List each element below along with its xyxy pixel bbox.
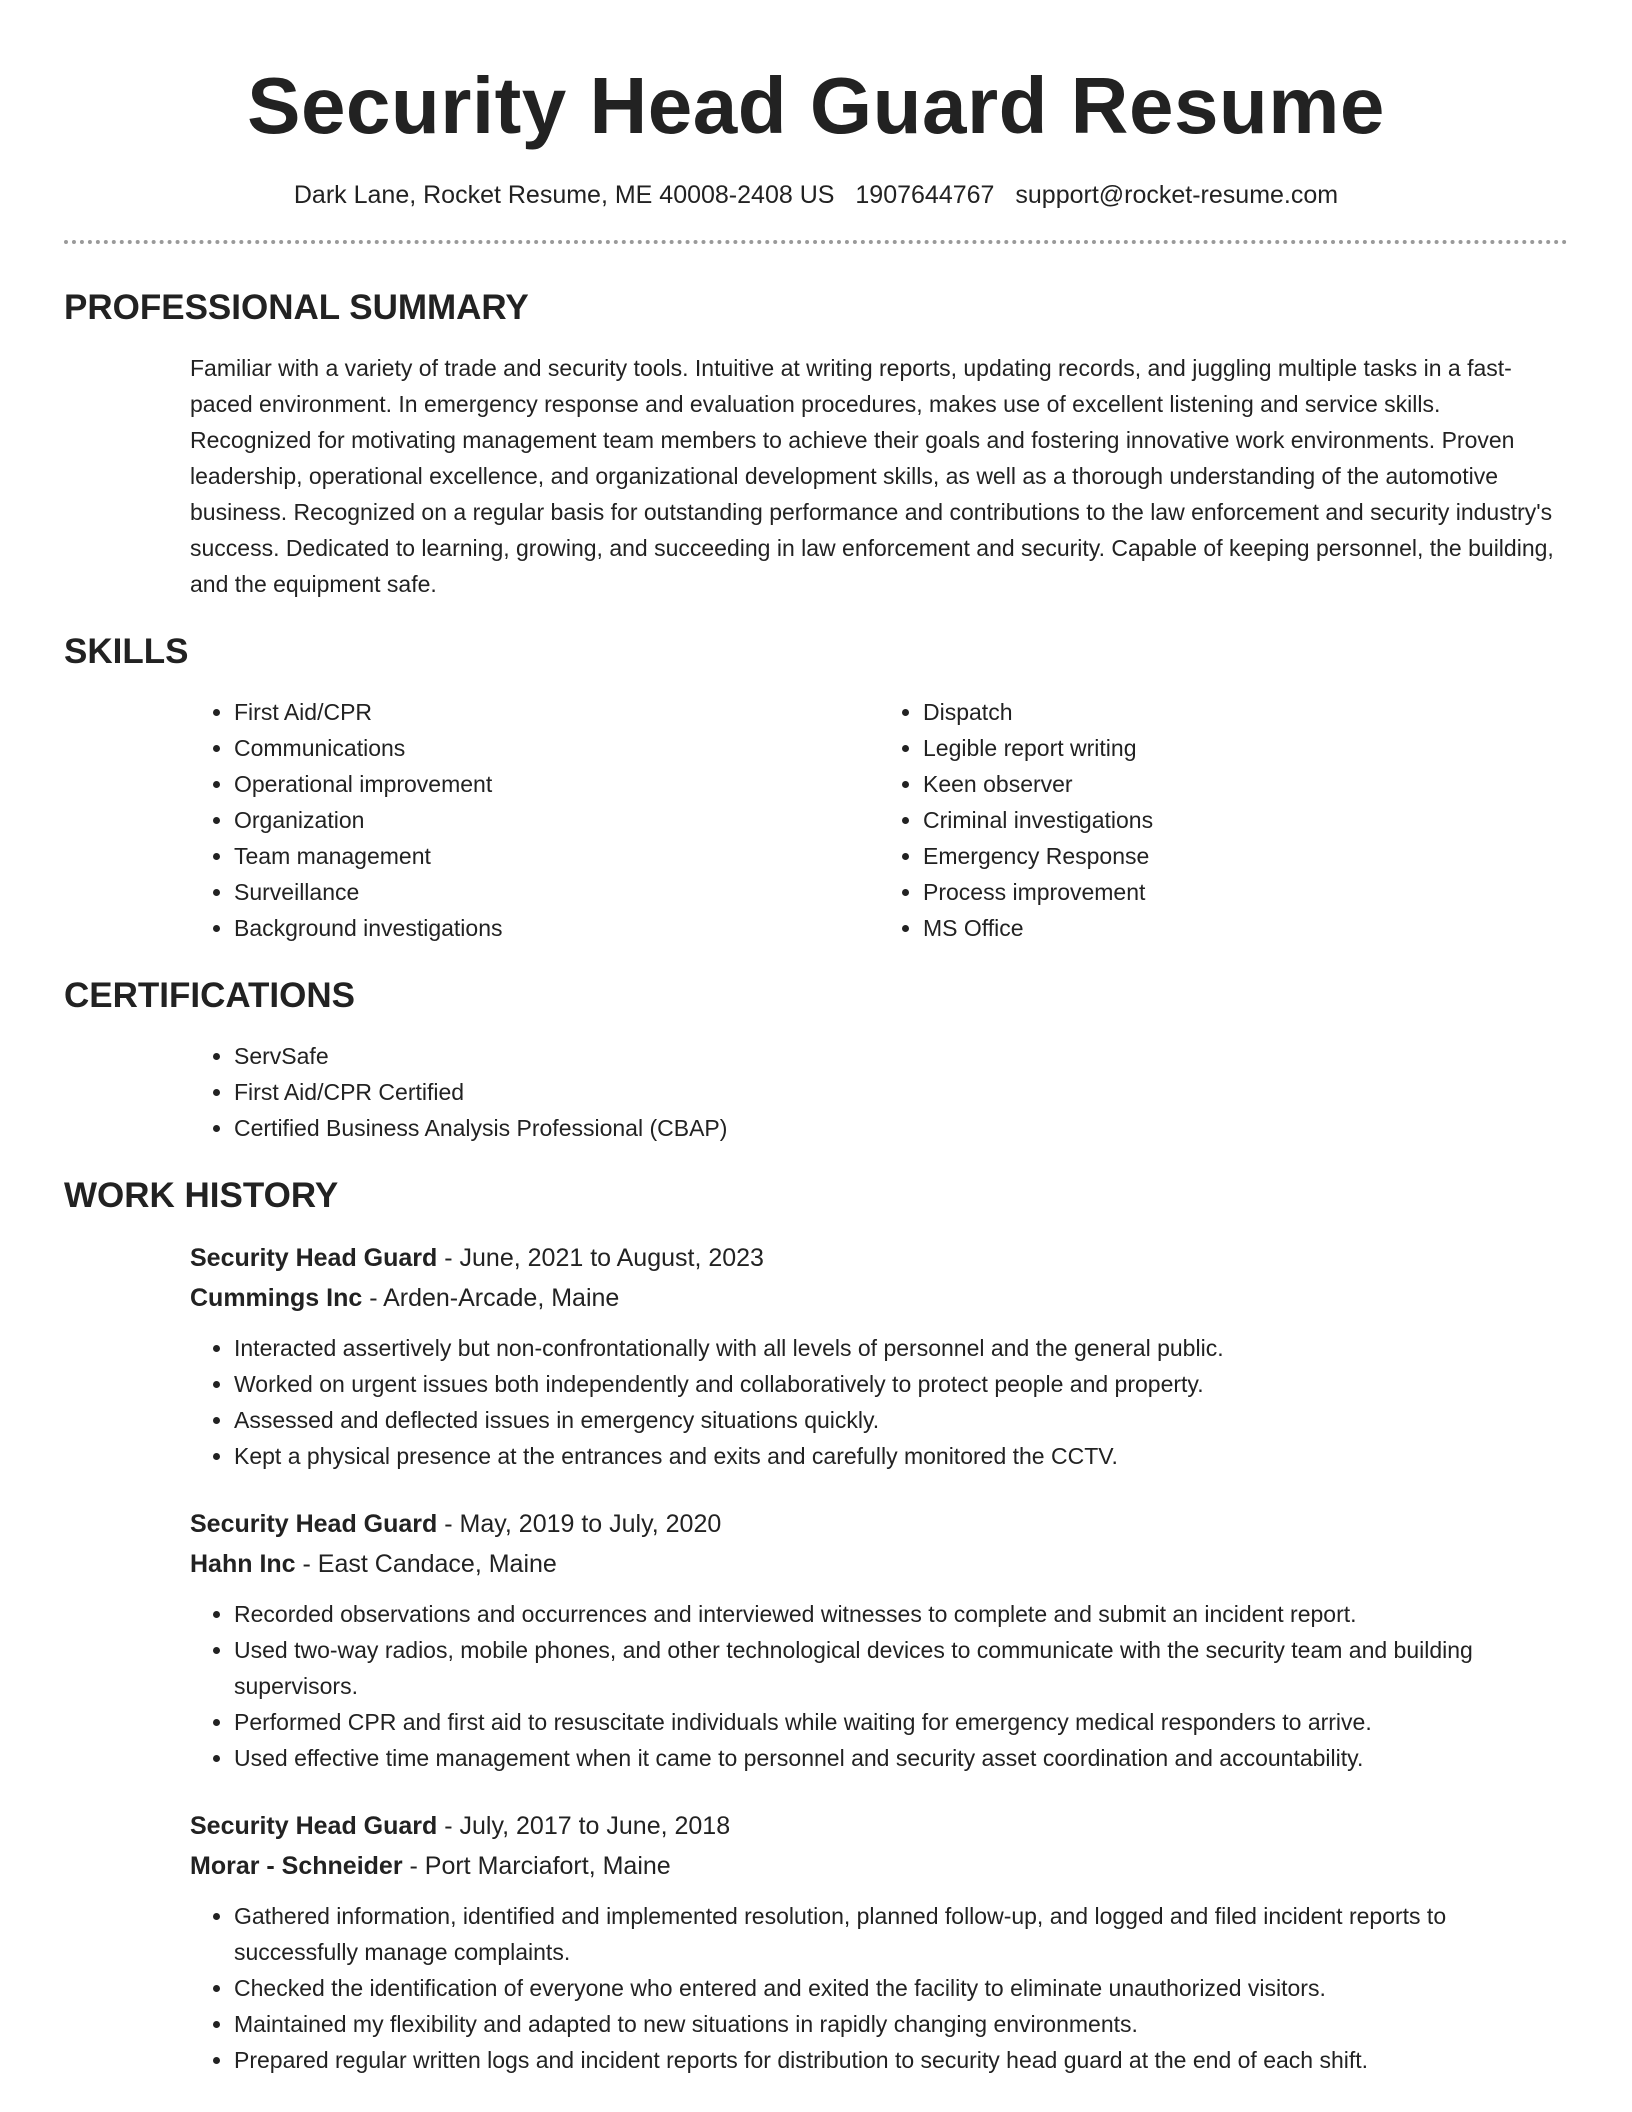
job-duties bbox=[190, 1330, 1568, 1474]
list-item: • Prepared regular written logs and incident reports for distribution to security head guard at the end of each shift. bbox=[234, 2042, 1568, 2078]
list-item: • Operational improvement bbox=[234, 766, 879, 802]
list-item: • Worked on urgent issues both independently and collaboratively to protect people and property. bbox=[234, 1366, 1568, 1402]
job-duties bbox=[190, 1596, 1568, 1776]
job-duties bbox=[190, 1898, 1568, 2078]
section-title: SKILLS bbox=[64, 632, 189, 671]
list-item: • Kept a physical presence at the entrances and exits and carefully monitored the CCTV. bbox=[234, 1438, 1568, 1474]
contact-email: support@rocket-resume.com bbox=[1015, 181, 1339, 209]
list-item: • Assessed and deflected issues in emergency situations quickly. bbox=[234, 1402, 1568, 1438]
list-item: • Gathered information, identified and implemented resolution, planned follow-up, and logged and filed incident reports to successfully manage complaints. bbox=[234, 1898, 1568, 1970]
job-company-line bbox=[190, 1544, 1568, 1584]
contact-line bbox=[64, 178, 1568, 212]
job-entry bbox=[190, 1238, 1568, 1474]
list-item: • Process improvement bbox=[923, 874, 1568, 910]
list-item: • Communications bbox=[234, 730, 879, 766]
job-title-line bbox=[190, 1806, 1568, 1846]
list-item: • Keen observer bbox=[923, 766, 1568, 802]
list-item: • Checked the identification of everyone who entered and exited the facility to eliminate unauthorized visitors. bbox=[234, 1970, 1568, 2006]
job-location: - Port Marciafort, Maine bbox=[402, 1852, 671, 1880]
section-title: CERTIFICATIONS bbox=[64, 976, 356, 1015]
job-company: Hahn Inc bbox=[190, 1550, 296, 1578]
list-item: • Used effective time management when it came to personnel and security asset coordination and accountability. bbox=[234, 1740, 1568, 1776]
job-role: Security Head Guard bbox=[190, 1812, 438, 1840]
resume-title: Security Head Guard Resume bbox=[247, 61, 1385, 150]
list-item: • Legible report writing bbox=[923, 730, 1568, 766]
job-entry bbox=[190, 1504, 1568, 1776]
list-item: • Background investigations bbox=[234, 910, 879, 946]
list-item: • Emergency Response bbox=[923, 838, 1568, 874]
list-item: • Interacted assertively but non-confrontationally with all levels of personnel and the general public. bbox=[234, 1330, 1568, 1366]
resume-header bbox=[64, 0, 1568, 212]
section-skills bbox=[64, 632, 1568, 946]
job-company: Cummings Inc bbox=[190, 1284, 363, 1312]
list-item: • Recorded observations and occurrences and interviewed witnesses to complete and submit an incident report. bbox=[234, 1596, 1568, 1632]
skills-list-right bbox=[879, 694, 1568, 946]
job-dates: - June, 2021 to August, 2023 bbox=[437, 1244, 764, 1272]
list-item: • Criminal investigations bbox=[923, 802, 1568, 838]
job-title-line bbox=[190, 1238, 1568, 1278]
job-company-line bbox=[190, 1846, 1568, 1886]
contact-phone: 1907644767 bbox=[855, 181, 995, 209]
list-item: • First Aid/CPR Certified bbox=[234, 1074, 1568, 1110]
section-title: WORK HISTORY bbox=[64, 1176, 339, 1215]
job-company: Morar - Schneider bbox=[190, 1852, 403, 1880]
list-item: • MS Office bbox=[923, 910, 1568, 946]
job-dates: - May, 2019 to July, 2020 bbox=[437, 1510, 722, 1538]
list-item: • Team management bbox=[234, 838, 879, 874]
section-title: PROFESSIONAL SUMMARY bbox=[64, 288, 529, 327]
job-title-line bbox=[190, 1504, 1568, 1544]
section-work-history bbox=[64, 1176, 1568, 2078]
header-divider bbox=[64, 240, 1568, 244]
list-item: • Surveillance bbox=[234, 874, 879, 910]
summary-text: Familiar with a variety of trade and security tools. Intuitive at writing reports, updating records, and juggling multiple tasks in a fast-paced environment. In emergency response and evaluation procedures, makes use of excellent listening and service skills. Recognized for motivating management team members to achieve their goals and fostering innovative work environments. Proven leadership, operational excellence, and organizational development skills, as well as a thorough understanding of the automotive business. Recognized on a regular basis for outstanding performance and contributions to the law enforcement and security industry's success. Dedicated to learning, growing, and succeeding in law enforcement and security. Capable of keeping personnel, the building, and the equipment safe. bbox=[190, 355, 1554, 597]
certifications-list bbox=[190, 1038, 1568, 1146]
job-dates: - July, 2017 to June, 2018 bbox=[437, 1812, 731, 1840]
list-item: • Dispatch bbox=[923, 694, 1568, 730]
job-location: - East Candace, Maine bbox=[295, 1550, 557, 1578]
skills-list-left bbox=[190, 694, 879, 946]
list-item: • First Aid/CPR bbox=[234, 694, 879, 730]
job-company-line bbox=[190, 1278, 1568, 1318]
list-item: • Performed CPR and first aid to resuscitate individuals while waiting for emergency medical responders to arrive. bbox=[234, 1704, 1568, 1740]
list-item: • Used two-way radios, mobile phones, and other technological devices to communicate with the security team and building supervisors. bbox=[234, 1632, 1568, 1704]
list-item: • Maintained my flexibility and adapted to new situations in rapidly changing environments. bbox=[234, 2006, 1568, 2042]
job-role: Security Head Guard bbox=[190, 1510, 438, 1538]
skills-grid bbox=[64, 694, 1568, 946]
job-role: Security Head Guard bbox=[190, 1244, 438, 1272]
job-location: - Arden-Arcade, Maine bbox=[362, 1284, 620, 1312]
section-professional-summary bbox=[64, 288, 1568, 602]
contact-address: Dark Lane, Rocket Resume, ME 40008-2408 US bbox=[293, 181, 835, 209]
list-item: • Certified Business Analysis Professional (CBAP) bbox=[234, 1110, 1568, 1146]
list-item: • ServSafe bbox=[234, 1038, 1568, 1074]
section-certifications bbox=[64, 976, 1568, 1146]
job-entry bbox=[190, 1806, 1568, 2078]
list-item: • Organization bbox=[234, 802, 879, 838]
